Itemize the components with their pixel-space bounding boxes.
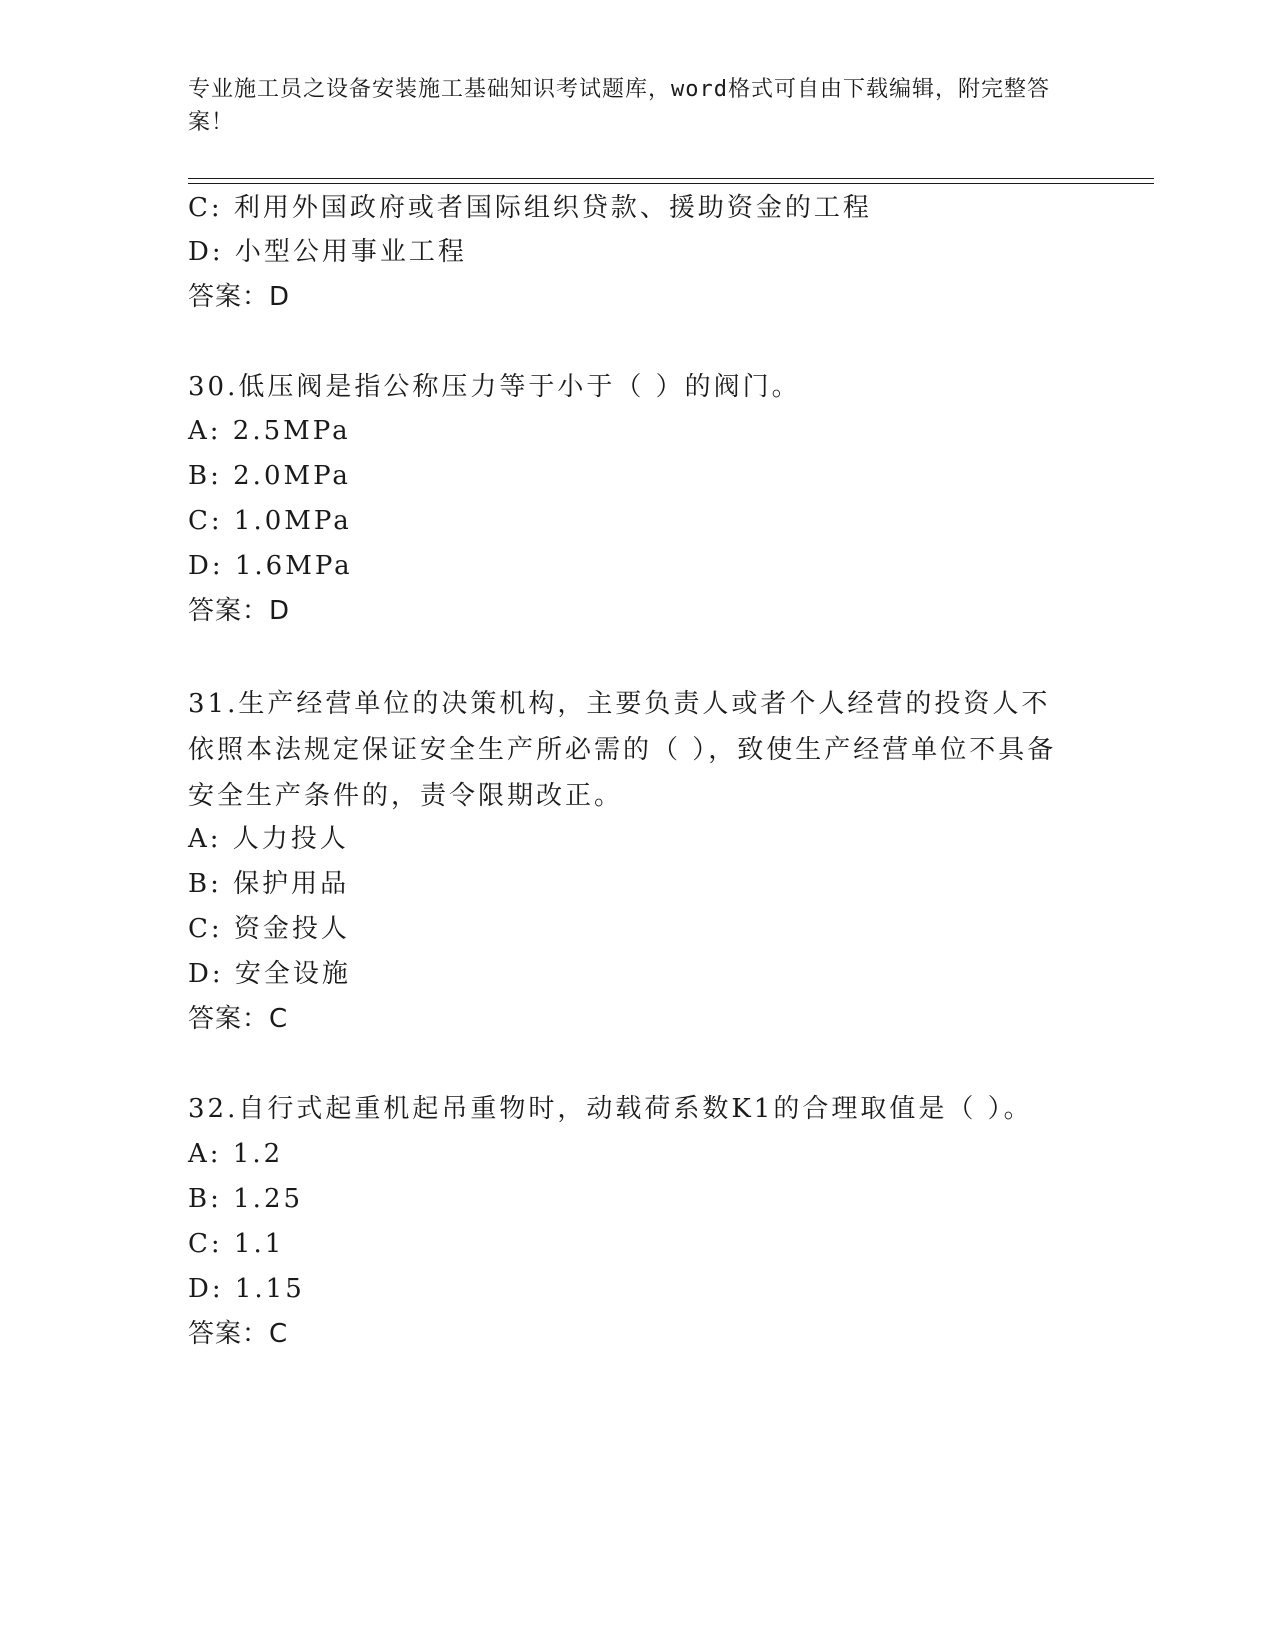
q30-option-c: C: 1.0MPa [188, 506, 352, 536]
q30-answer: 答案：D [188, 596, 291, 626]
q30-stem: 30.低压阀是指公称压力等于小于（ ）的阀门。 [188, 372, 801, 402]
q30-option-d: D: 1.6MPa [188, 551, 353, 581]
q31-option-a: A: 人力投人 [188, 824, 349, 854]
q32-stem: 32.自行式起重机起吊重物时，动载荷系数K1的合理取值是（ ）。 [188, 1094, 1033, 1124]
q29-answer: 答案：D [188, 282, 291, 312]
q30-option-a: A: 2.5MPa [188, 416, 351, 446]
q31-stem: 31.生产经营单位的决策机构，主要负责人或者个人经营的投资人不依照本法规定保证安全生产所必需的（ ），致使生产经营单位不具备安全生产条件的，责令限期改正。 [188, 689, 1057, 811]
q29-option-d: D: 小型公用事业工程 [188, 237, 467, 267]
q31-answer: 答案：C [188, 1004, 289, 1034]
q30-option-b: B: 2.0MPa [188, 461, 351, 491]
header-divider-bottom [188, 183, 1154, 184]
q32-option-a: A: 1.2 [188, 1139, 284, 1169]
q31-option-c: C: 资金投人 [188, 914, 350, 944]
q32-option-b: B: 1.25 [188, 1184, 304, 1214]
header-divider-top [188, 178, 1154, 179]
q32-option-d: D: 1.15 [188, 1274, 305, 1304]
q32-option-c: C: 1.1 [188, 1229, 285, 1259]
page-header: 专业施工员之设备安装施工基础知识考试题库，word格式可自由下载编辑，附完整答案！ [188, 77, 1050, 135]
q29-option-c: C: 利用外国政府或者国际组织贷款、援助资金的工程 [188, 193, 872, 223]
q31-option-d: D: 安全设施 [188, 959, 351, 989]
q31-option-b: B: 保护用品 [188, 869, 350, 899]
q32-answer: 答案：C [188, 1319, 289, 1349]
